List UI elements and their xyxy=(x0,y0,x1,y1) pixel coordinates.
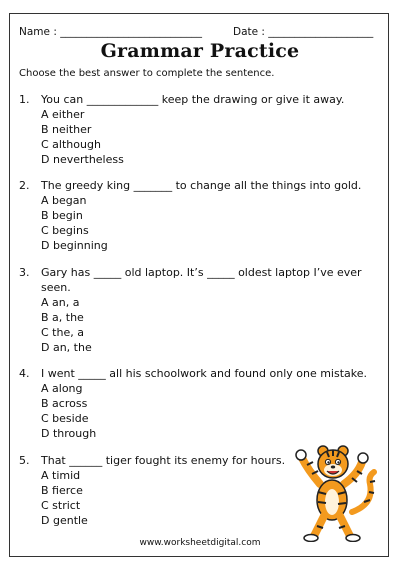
option-b: B fierce xyxy=(41,484,83,497)
option-b: B a, the xyxy=(41,311,84,324)
option-c: C although xyxy=(41,138,101,151)
option-b: B across xyxy=(41,397,88,410)
footer-website: www.worksheetdigital.com xyxy=(139,538,261,548)
question-1 xyxy=(19,92,384,167)
option-d: D through xyxy=(41,427,97,440)
date-field: Date : ____________________ xyxy=(233,26,374,38)
question-text: That ______ tiger fought its enemy for hours. xyxy=(41,454,286,467)
option-d: D nevertheless xyxy=(41,153,124,166)
question-text: You can _____________ keep the drawing or give it away. xyxy=(41,93,345,106)
question-text: Gary has _____ old laptop. It’s _____ oldest laptop I’ve ever seen. xyxy=(41,266,362,294)
page-title: Grammar Practice xyxy=(100,40,300,62)
question-2 xyxy=(19,178,384,253)
option-a: A along xyxy=(41,382,83,395)
question-number: 5. xyxy=(19,454,30,467)
option-d: D beginning xyxy=(41,239,108,252)
question-number: 2. xyxy=(19,179,30,192)
option-d: D gentle xyxy=(41,514,88,527)
option-a: A timid xyxy=(41,469,81,482)
option-c: C strict xyxy=(41,499,81,512)
option-b: B begin xyxy=(41,209,83,222)
question-text: I went _____ all his schoolwork and found only one mistake. xyxy=(41,367,368,380)
tiger-illustration xyxy=(290,432,382,542)
name-field: Name : ___________________________ xyxy=(19,26,202,38)
option-a: A an, a xyxy=(41,296,80,309)
question-text: The greedy king _______ to change all the things into gold. xyxy=(41,179,362,192)
option-c: C begins xyxy=(41,224,89,237)
option-a: A began xyxy=(41,194,87,207)
question-number: 3. xyxy=(19,266,30,279)
question-4 xyxy=(19,366,384,441)
question-number: 1. xyxy=(19,93,30,106)
option-c: C beside xyxy=(41,412,89,425)
option-d: D an, the xyxy=(41,341,92,354)
instructions: Choose the best answer to complete the sentence. xyxy=(19,68,275,79)
question-3 xyxy=(19,265,384,355)
option-b: B neither xyxy=(41,123,92,136)
option-a: A either xyxy=(41,108,85,121)
question-number: 4. xyxy=(19,367,30,380)
option-c: C the, a xyxy=(41,326,84,339)
